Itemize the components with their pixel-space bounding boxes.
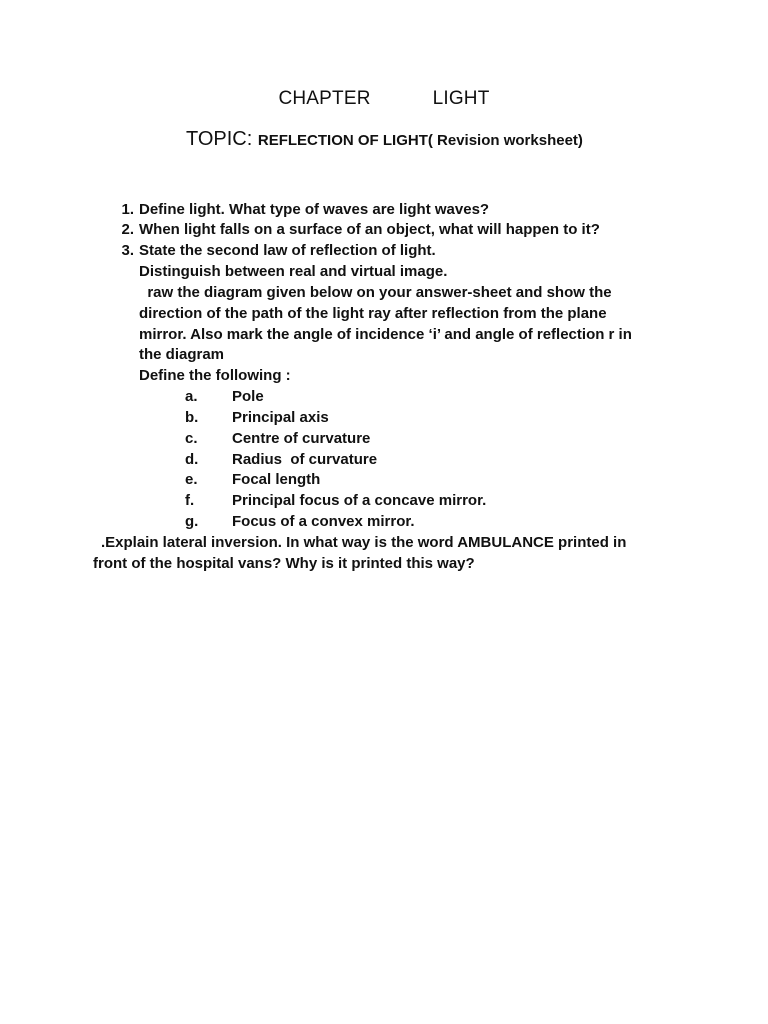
draw-question-line-2: direction of the path of the light ray after reflection from the plane	[139, 305, 607, 322]
topic-heading	[186, 128, 583, 151]
definition-d-letter: d.	[185, 451, 199, 468]
definition-b-letter: b.	[185, 409, 199, 426]
draw-question-line-3: mirror. Also mark the angle of incidence ‘i’ and angle of reflection r in	[139, 326, 632, 343]
question-2-number: 2.	[121, 221, 134, 238]
definition-c-text: Centre of curvature	[232, 430, 371, 447]
question-3-text: State the second law of reflection of light.	[139, 242, 436, 259]
definition-e-letter: e.	[185, 471, 198, 488]
definition-a-letter: a.	[185, 388, 198, 405]
question-1-number: 1.	[121, 201, 134, 218]
question-2-text: When light falls on a surface of an object, what will happen to it?	[139, 221, 600, 238]
draw-question-line-1: raw the diagram given below on your answer-sheet and show the	[139, 284, 612, 301]
definition-b-text: Principal axis	[232, 409, 329, 426]
definition-e-text: Focal length	[232, 471, 321, 488]
chapter-title: CHAPTER LIGHT	[278, 88, 490, 109]
draw-question-line-4: the diagram	[139, 346, 225, 363]
definition-f-letter: f.	[185, 492, 195, 509]
definition-d-text: Radius of curvature	[232, 451, 378, 468]
lateral-inversion-line-1: .Explain lateral inversion. In what way is the word AMBULANCE printed in	[101, 534, 627, 551]
definition-c-letter: c.	[185, 430, 198, 447]
question-1-text: Define light. What type of waves are light waves?	[139, 201, 490, 218]
definition-g-text: Focus of a convex mirror.	[232, 513, 415, 530]
lateral-inversion-line-2: front of the hospital vans? Why is it printed this way?	[93, 555, 475, 572]
topic-label: TOPIC:	[186, 128, 258, 150]
distinguish-question: Distinguish between real and virtual image.	[139, 263, 448, 280]
definition-g-letter: g.	[185, 513, 199, 530]
definition-f-text: Principal focus of a concave mirror.	[232, 492, 487, 509]
define-heading: Define the following :	[139, 367, 291, 384]
question-3-number: 3.	[121, 242, 134, 259]
topic-text: REFLECTION OF LIGHT( Revision worksheet)	[257, 132, 583, 149]
definition-a-text: Pole	[232, 388, 264, 405]
